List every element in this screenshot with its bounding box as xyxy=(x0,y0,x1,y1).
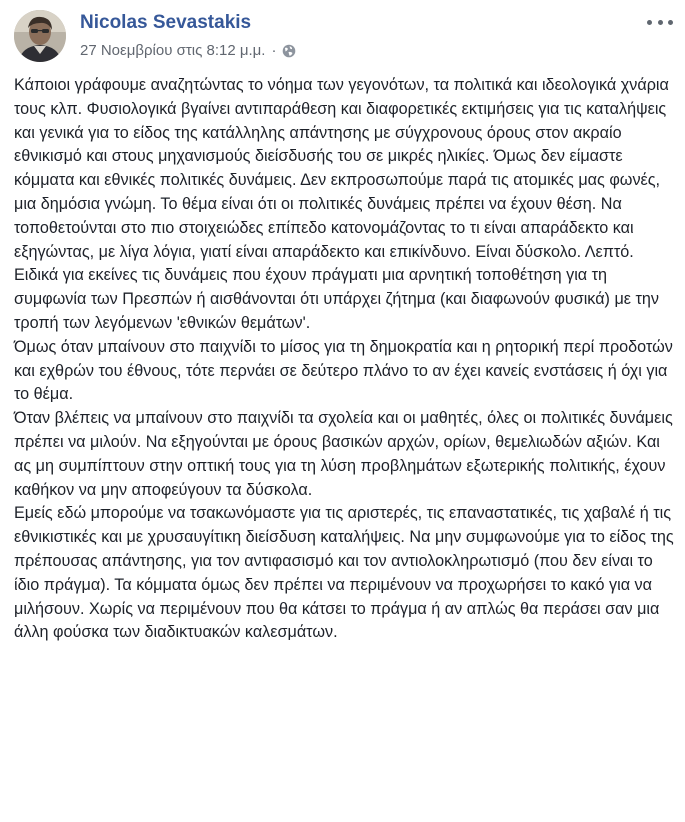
meta-separator: · xyxy=(271,42,277,59)
post-paragraph: Όταν βλέπεις να μπαίνουν στο παιχνίδι τα σχολεία και οι μαθητές, όλες οι πολιτικές δυνάμεις πρέπει να μιλούν. Να εξηγούνται με όρους βασικών αρχών, ορίων, θεμελιωδών αξιών. Και ας μη συμπίπτουν στην οπτική τους για τη λύση προβλημάτων εξωτερικής πολιτικής, έχουν καθήκον να μην αποφεύγουν τα δύσκολα. xyxy=(14,409,673,499)
post-meta xyxy=(80,42,296,59)
post-paragraph: Κάποιοι γράφουμε αναζητώντας το νόημα των γεγονότων, τα πολιτικά και ιδεολογικά χνάρια τους κλπ. Φυσιολογικά βγαίνει αντιπαράθεση και διαφορετικές εκτιμήσεις για τις καταλήψεις και γενικά για το είδος της κατάλληλης απάντησης με σύγχρονους όρους στον ακραίο εθνικισμό και στους μηχανισμούς διείσδυσής του σε μικρές ηλικίες. Όμως δεν είμαστε κόμματα και εθνικές πολιτικές δυνάμεις. Δεν εκπροσωπούμε παρά τις ατομικές μας φωνές, μια δημόσια γνώμη. Το θέμα είναι ότι οι πολιτικές δυνάμεις πρέπει να έχουν θέση. Να τοποθετούνται στο πιο στοιχειώδες επίπεδο κατονομάζοντας το τι είναι απαράδεκτο και εξηγώντας, με λίγα λόγια, γιατί είναι απαράδεκτο και επικίνδυνο. Είναι δύσκολο. Λεπτό. Ειδικά για εκείνες τις δυνάμεις που έχουν πράγματι μια αρνητική τοποθέτηση για τη συμφωνία των Πρεσπών ή αισθάνονται ότι υπάρχει ζήτημα (και διαφωνούν φυσικά) με την τροπή των λεγόμενων 'εθνικών θεμάτων'. xyxy=(14,76,669,332)
post-header xyxy=(10,8,675,64)
globe-icon[interactable] xyxy=(282,44,296,58)
author-name-link[interactable]: Nicolas Sevastakis xyxy=(80,12,252,33)
post-paragraph: Εμείς εδώ μπορούμε να τσακωνόμαστε για τις αριστερές, τις επαναστατικές, τις χαβαλέ ή τις εθνικιστικές και με χρυσαυγίτικη διείσδυση καταλήψεις. Να μην συμφωνούμε για το είδος της πρέπουσας απάντησης, για τον αντιφασισμό και τον αντιολοκληρωτισμό (που δεν είναι το ίδιο πράγμα). Τα κόμματα όμως δεν πρέπει να περιμένουν να προχωρήσει το κακό για να μιλήσουν. Χωρίς να περιμένουν που θα κάτσει το πράγμα ή αν απλώς θα περάσει σαν μια άλλη φούσκα των διαδικτυακών καλεσμάτων. xyxy=(14,504,674,642)
more-options-dot xyxy=(658,20,663,25)
post-paragraph: Όμως όταν μπαίνουν στο παιχνίδι το μίσος για τη δημοκρατία και η ρητορική περί προδοτών και εχθρών του έθνους, τότε περνάει σε δεύτερο πλάνο το αν έχει κανείς ενστάσεις ή όχι για το θέμα. xyxy=(14,337,673,404)
post-timestamp-link[interactable]: 27 Νοεμβρίου στις 8:12 μ.μ. xyxy=(80,42,266,59)
author-avatar[interactable] xyxy=(14,10,66,62)
post-body xyxy=(14,74,674,645)
profile-photo-icon xyxy=(14,10,66,62)
more-options-icon[interactable] xyxy=(647,12,673,32)
more-options-dot xyxy=(647,20,652,25)
more-options-dot xyxy=(668,20,673,25)
